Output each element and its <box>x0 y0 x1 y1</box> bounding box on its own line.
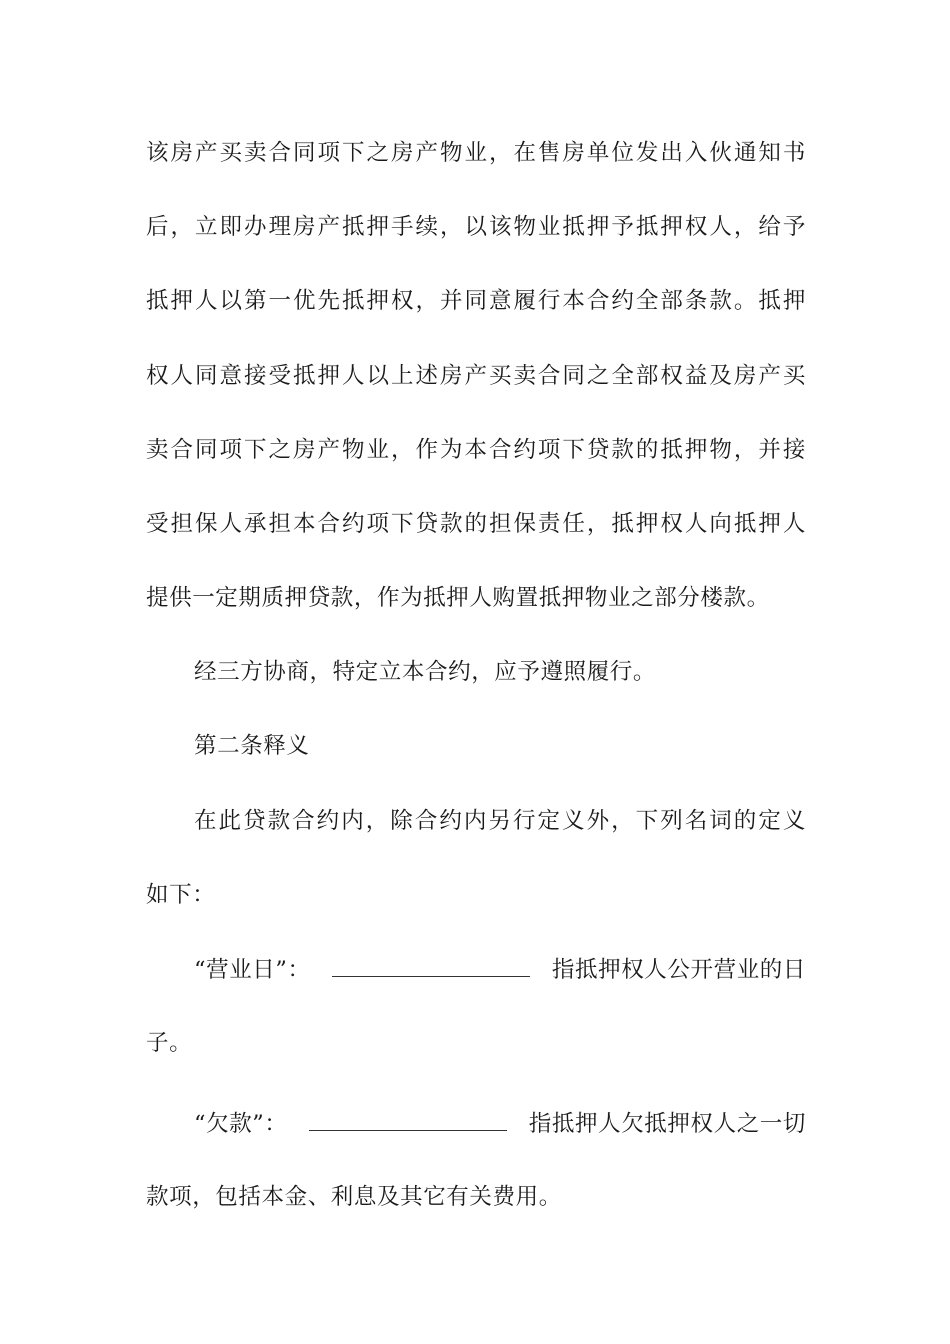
definition-continuation: 款项，包括本金、利息及其它有关费用。 <box>146 1184 562 1210</box>
definition-term: “营业日”： <box>194 957 311 983</box>
article-heading: 第二条释义 <box>194 733 310 759</box>
paragraph-text: 经三方协商，特定立本合约，应予遵照履行。 <box>194 659 657 685</box>
paragraph-line: 在此贷款合约内，除合约内另行定义外，下列名词的定义 <box>194 808 806 834</box>
definition-row <box>194 1108 806 1139</box>
blank-fill-line <box>332 954 530 977</box>
definition-row <box>194 954 806 985</box>
paragraph-line: 提供一定期质押贷款，作为抵押人购置抵押物业之部分楼款。 <box>146 585 770 611</box>
definition-text: 指抵押权人公开营业的日 <box>551 957 806 983</box>
blank-fill-line <box>309 1108 507 1131</box>
paragraph-line: 权人同意接受抵押人以上述房产买卖合同之全部权益及房产买 <box>146 363 806 389</box>
paragraph-line: 受担保人承担本合约项下贷款的担保责任，抵押权人向抵押人 <box>146 511 806 537</box>
paragraph-line: 抵押人以第一优先抵押权，并同意履行本合约全部条款。抵押 <box>146 288 806 314</box>
definition-text: 指抵押人欠抵押权人之一切 <box>528 1111 806 1137</box>
paragraph-line: 卖合同项下之房产物业，作为本合约项下贷款的抵押物，并接 <box>146 437 806 463</box>
paragraph-line: 后，立即办理房产抵押手续，以该物业抵押予抵押权人，给予 <box>146 214 806 240</box>
paragraph-line: 该房产买卖合同项下之房产物业，在售房单位发出入伙通知书 <box>146 140 806 166</box>
definition-continuation: 子。 <box>146 1030 193 1056</box>
definition-term: “欠款”： <box>194 1111 288 1137</box>
paragraph-line: 如下： <box>146 882 216 908</box>
